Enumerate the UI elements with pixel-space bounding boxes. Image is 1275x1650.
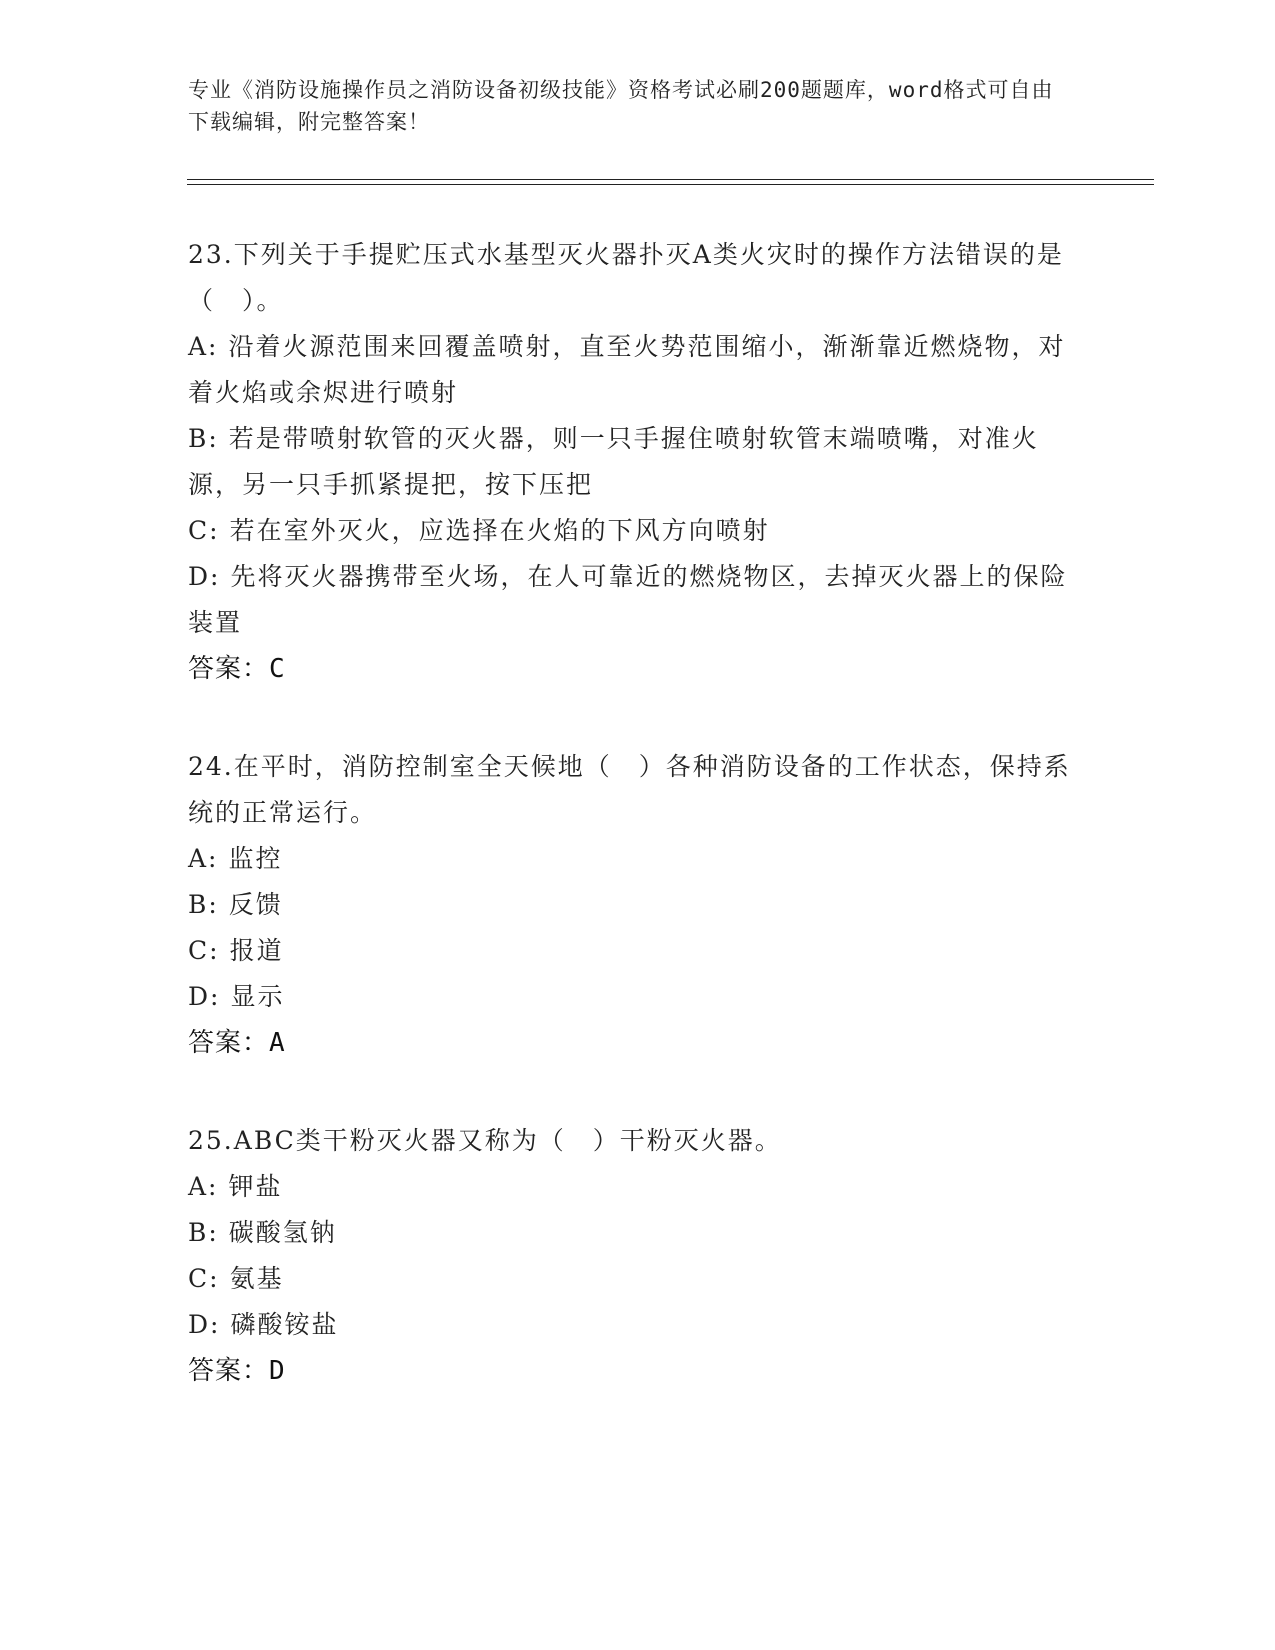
question-item <box>188 744 1078 1066</box>
question-list <box>188 232 1078 1446</box>
answer-text: 答案：D <box>188 1356 286 1386</box>
option-text: 若是带喷射软管的灭火器，则一只手握住喷射软管末端喷嘴，对准火源，另一只手抓紧提把，按下压把 <box>188 424 1039 499</box>
option-key: B: <box>188 424 219 453</box>
option-text: 碳酸氢钠 <box>228 1218 337 1247</box>
option-text: 沿着火源范围来回覆盖喷射，直至火势范围缩小，渐渐靠近燃烧物，对着火焰或余烬进行喷射 <box>188 332 1066 407</box>
option-b <box>188 416 1078 508</box>
option-c <box>188 1256 1078 1302</box>
option-key: C: <box>188 1264 220 1293</box>
answer-text: 答案：C <box>188 654 286 684</box>
question-text: 24.在平时，消防控制室全天候地（ ）各种消防设备的工作状态，保持系统的正常运行。 <box>188 752 1071 827</box>
option-a <box>188 324 1078 416</box>
option-text: 报道 <box>229 936 284 965</box>
option-key: D: <box>188 1310 221 1339</box>
option-text: 先将灭火器携带至火场，在人可靠近的燃烧物区，去掉灭火器上的保险装置 <box>188 562 1068 637</box>
option-key: A: <box>188 332 219 361</box>
answer-text: 答案：A <box>188 1028 286 1058</box>
option-text: 钾盐 <box>228 1172 283 1201</box>
option-text: 氨基 <box>229 1264 284 1293</box>
option-d <box>188 1302 1078 1348</box>
option-key: A: <box>188 1172 219 1201</box>
option-d <box>188 974 1078 1020</box>
option-text: 若在室外灭火，应选择在火焰的下风方向喷射 <box>229 516 770 545</box>
question-text: 25.ABC类干粉灭火器又称为（ ）干粉灭火器。 <box>188 1126 782 1155</box>
option-key: C: <box>188 936 220 965</box>
option-a <box>188 836 1078 882</box>
option-key: B: <box>188 1218 219 1247</box>
option-c <box>188 508 1078 554</box>
header-divider-bottom <box>187 184 1154 185</box>
option-d <box>188 554 1078 646</box>
option-text: 磷酸铵盐 <box>230 1310 339 1339</box>
option-key: D: <box>188 982 221 1011</box>
option-b <box>188 882 1078 928</box>
option-c <box>188 928 1078 974</box>
option-key: D: <box>188 562 221 591</box>
option-text: 反馈 <box>228 890 283 919</box>
header-divider-top <box>187 179 1154 180</box>
option-text: 显示 <box>230 982 285 1011</box>
option-key: B: <box>188 890 219 919</box>
document-header: 专业《消防设施操作员之消防设备初级技能》资格考试必刷200题题库，word格式可自由下载编辑，附完整答案！ <box>188 78 1054 134</box>
option-b <box>188 1210 1078 1256</box>
option-a <box>188 1164 1078 1210</box>
option-key: C: <box>188 516 220 545</box>
question-item <box>188 232 1078 692</box>
question-text: 23.下列关于手提贮压式水基型灭火器扑灭A类火灾时的操作方法错误的是（ ）。 <box>188 240 1064 315</box>
question-item <box>188 1118 1078 1394</box>
option-text: 监控 <box>228 844 283 873</box>
option-key: A: <box>188 844 219 873</box>
